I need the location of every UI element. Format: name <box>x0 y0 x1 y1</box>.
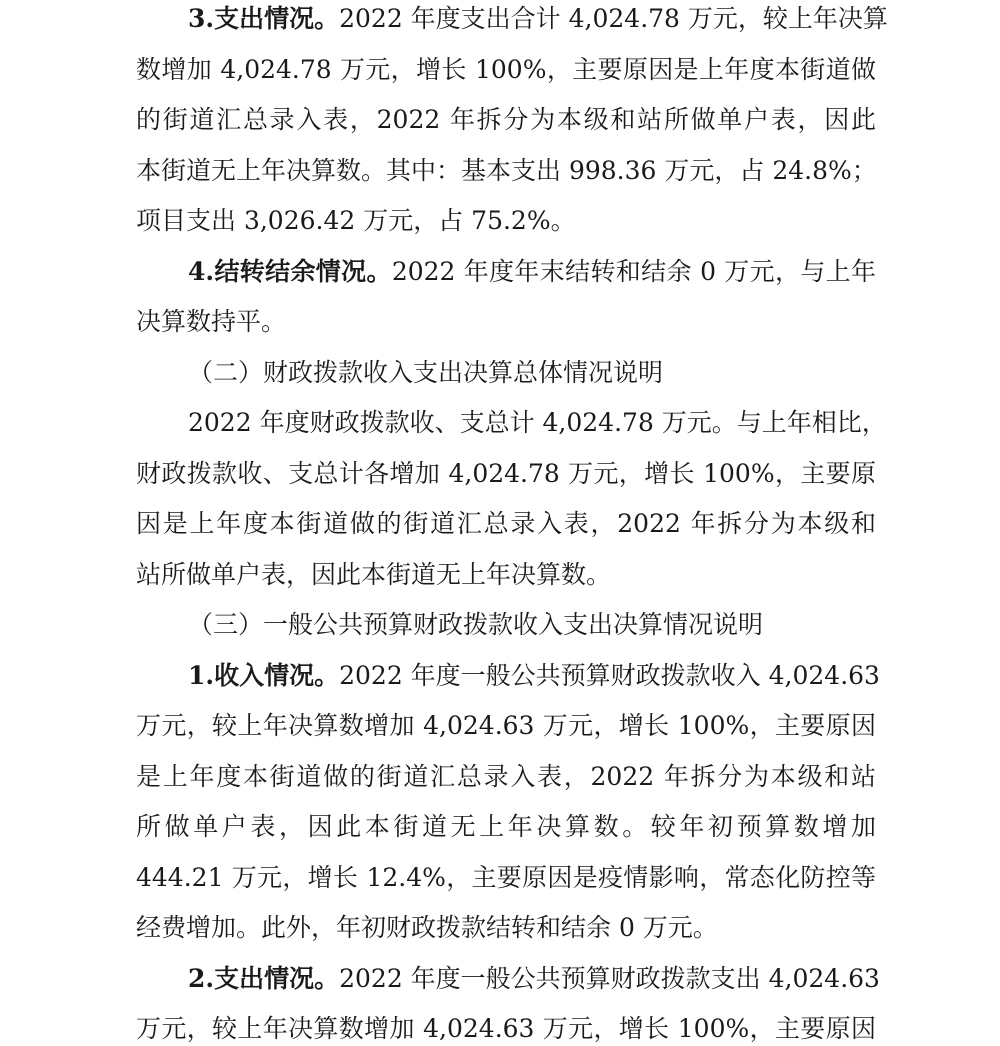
paragraph-line: 2.支出情况。2022 年度一般公共预算财政拨款支出 4,024.63 <box>188 964 880 993</box>
paragraph-line: 财政拨款收、支总计各增加 4,024.78 万元，增长 100%，主要原 <box>136 459 876 488</box>
paragraph-line: 决算数持平。 <box>136 307 287 336</box>
section-heading: （三）一般公共预算财政拨款收入支出决算情况说明 <box>188 610 764 639</box>
paragraph-line: 1.收入情况。2022 年度一般公共预算财政拨款收入 4,024.63 <box>188 661 880 690</box>
paragraph-line: 444.21 万元，增长 12.4%，主要原因是疫情影响，常态化防控等 <box>136 863 876 892</box>
paragraph-line: 数增加 4,024.78 万元，增长 100%，主要原因是上年度本街道做 <box>136 55 876 84</box>
paragraph-line: 是上年度本街道做的街道汇总录入表，2022 年拆分为本级和站 <box>136 762 876 791</box>
section-lead: 1.收入情况。 <box>188 661 340 690</box>
paragraph-line: 4.结转结余情况。2022 年度年末结转和结余 0 万元，与上年 <box>188 257 876 286</box>
paragraph-line: 项目支出 3,026.42 万元，占 75.2%。 <box>136 206 576 235</box>
paragraph-line: 站所做单户表，因此本街道无上年决算数。 <box>136 560 612 589</box>
paragraph-line: 万元，较上年决算数增加 4,024.63 万元，增长 100%，主要原因 <box>136 1014 876 1043</box>
paragraph-line: 3.支出情况。2022 年度支出合计 4,024.78 万元，较上年决算 <box>188 4 888 33</box>
section-lead: 2.支出情况。 <box>188 964 340 993</box>
paragraph-line: 2022 年度财政拨款收、支总计 4,024.78 万元。与上年相比， <box>188 408 887 437</box>
section-heading: （二）财政拨款收入支出决算总体情况说明 <box>188 358 664 387</box>
paragraph-line: 因是上年度本街道做的街道汇总录入表，2022 年拆分为本级和 <box>136 509 876 538</box>
paragraph-line: 经费增加。此外，年初财政拨款结转和结余 0 万元。 <box>136 913 718 942</box>
section-lead: 4.结转结余情况。 <box>188 257 392 286</box>
section-lead: 3.支出情况。 <box>188 4 340 33</box>
paragraph-line: 所做单户表，因此本街道无上年决算数。较年初预算数增加 <box>136 812 876 841</box>
paragraph-line: 的街道汇总录入表，2022 年拆分为本级和站所做单户表，因此 <box>136 105 876 134</box>
paragraph-line: 本街道无上年决算数。其中：基本支出 998.36 万元，占 24.8%； <box>136 156 877 185</box>
paragraph-line: 万元，较上年决算数增加 4,024.63 万元，增长 100%，主要原因 <box>136 711 876 740</box>
